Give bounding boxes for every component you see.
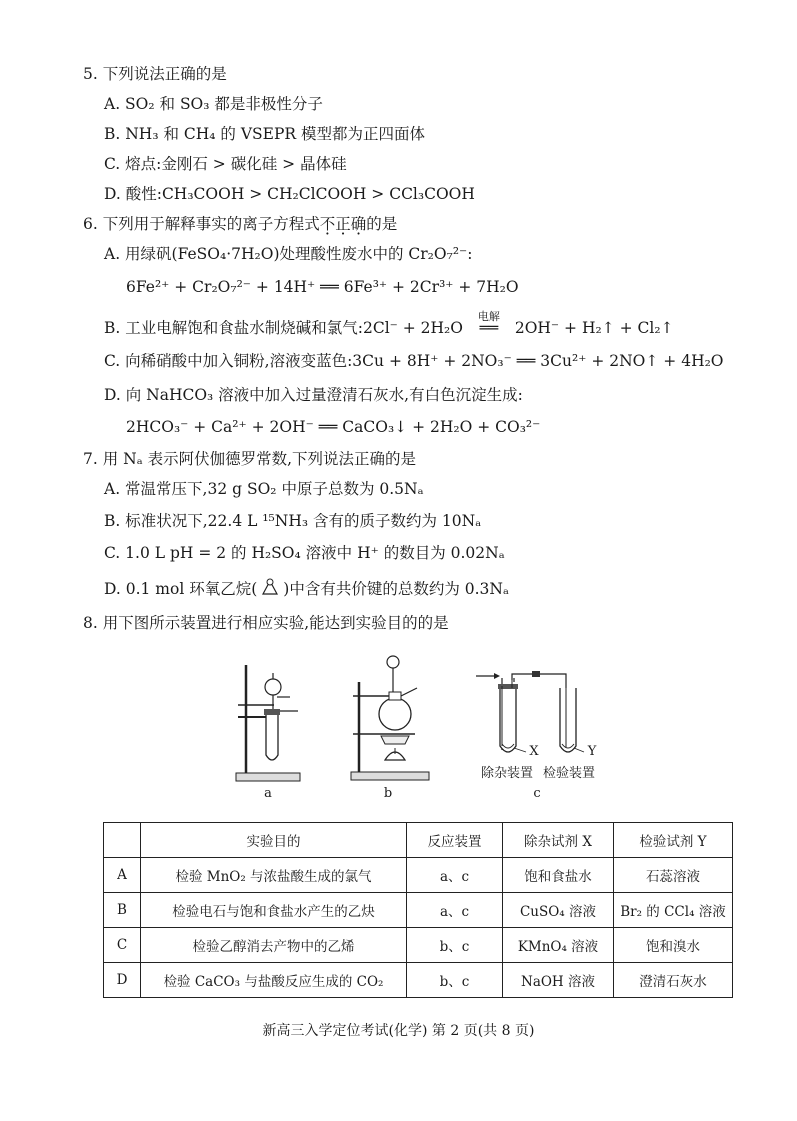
table-header: 反应装置 [407,823,503,858]
q6-option-c: C. 向稀硝酸中加入铜粉,溶液变蓝色:3Cu + 8H⁺ + 2NO₃⁻ ══ 3Cu²⁺ + 2NO↑ + 4H₂O [104,352,724,370]
q6-option-a: A. 用绿矾(FeSO₄·7H₂O)处理酸性废水中的 Cr₂O₇²⁻: [104,245,473,263]
table-cell: CuSO₄ 溶液 [503,893,614,928]
reagent-y-label: Y [587,744,597,759]
table-cell: KMnO₄ 溶液 [503,928,614,963]
page-footer: 新高三入学定位考试(化学) 第 2 页(共 8 页) [262,1023,535,1039]
figure-label-c: c [533,786,541,801]
table-row [104,928,733,963]
q7-option-d: D. 0.1 mol 环氧乙烷( )中含有共价键的总数约为 0.3Nₐ [104,580,509,598]
table-cell: b、c [407,963,503,998]
impurity-removal-label: 除杂装置 [480,766,533,781]
epoxyethane-structure-icon [257,578,283,598]
table-cell: 检验乙醇消去产物中的乙烯 [141,928,407,963]
table-cell: 检验电石与饱和食盐水产生的乙炔 [141,893,407,928]
q5-option-b: B. NH₃ 和 CH₄ 的 VSEPR 模型都为正四面体 [104,125,425,143]
table-header: 检验试剂 Y [614,823,733,858]
q6-stem: 6. 下列用于解释事实的离子方程式不正确的是 [83,215,398,233]
apparatus-a [228,655,308,785]
apparatus-b [345,652,435,784]
reagent-x-label: X [529,744,539,759]
q5-option-c: C. 熔点:金刚石 > 碳化硅 > 晶体硅 [104,155,347,173]
q7-stem: 7. 用 Nₐ 表示阿伏伽德罗常数,下列说法正确的是 [83,450,417,468]
table-cell: 饱和食盐水 [503,858,614,893]
table-row [104,858,733,893]
table-cell: Br₂ 的 CCl₄ 溶液 [614,893,733,928]
table-header [104,823,141,858]
q5-stem: 5. 下列说法正确的是 [83,65,227,83]
q6-option-a-equation: 6Fe²⁺ + Cr₂O₇²⁻ + 14H⁺ ══ 6Fe³⁺ + 2Cr³⁺ + 7H₂O [126,278,519,296]
table-cell: a、c [407,893,503,928]
table-cell: B [104,893,141,928]
table-cell: 石蕊溶液 [614,858,733,893]
table-row [104,963,733,998]
table-cell: a、c [407,858,503,893]
q8-stem: 8. 用下图所示装置进行相应实验,能达到实验目的的是 [83,614,449,632]
table-cell: NaOH 溶液 [503,963,614,998]
q7-option-a: A. 常温常压下,32 g SO₂ 中原子总数为 0.5Nₐ [104,480,424,498]
table-cell: 澄清石灰水 [614,963,733,998]
table-cell: A [104,858,141,893]
table-cell: 检验 MnO₂ 与浓盐酸生成的氯气 [141,858,407,893]
table-cell: 检验 CaCO₃ 与盐酸反应生成的 CO₂ [141,963,407,998]
figure-label-b: b [383,786,393,801]
figure-label-a: a [264,786,272,801]
table-cell: 饱和溴水 [614,928,733,963]
detection-label: 检验装置 [542,766,595,781]
q5-option-d: D. 酸性:CH₃COOH > CH₂ClCOOH > CCl₃COOH [104,185,475,203]
table-header-row [104,823,733,858]
table-header: 实验目的 [141,823,407,858]
q7-option-c: C. 1.0 L pH = 2 的 H₂SO₄ 溶液中 H⁺ 的数目为 0.02Nₐ [104,544,505,562]
table-cell: D [104,963,141,998]
q6-option-b: B. 工业电解饱和食盐水制烧碱和氯气:2Cl⁻ + 2H₂O 电解 ══ 2OH⁻ + H₂↑ + Cl₂↑ [104,318,674,338]
q6-option-d-equation: 2HCO₃⁻ + Ca²⁺ + 2OH⁻ ══ CaCO₃↓ + 2H₂O + CO₃²⁻ [126,418,541,436]
q7-option-b: B. 标准状况下,22.4 L ¹⁵NH₃ 含有的质子数约为 10Nₐ [104,512,482,530]
q5-option-a: A. SO₂ 和 SO₃ 都是非极性分子 [104,95,323,113]
experiment-table [103,822,733,998]
table-row [104,893,733,928]
table-header: 除杂试剂 X [503,823,614,858]
electrolysis-condition: 电解 [477,310,500,323]
q6-option-d: D. 向 NaHCO₃ 溶液中加入过量澄清石灰水,有白色沉淀生成: [104,386,523,404]
table-cell: b、c [407,928,503,963]
table-cell: C [104,928,141,963]
